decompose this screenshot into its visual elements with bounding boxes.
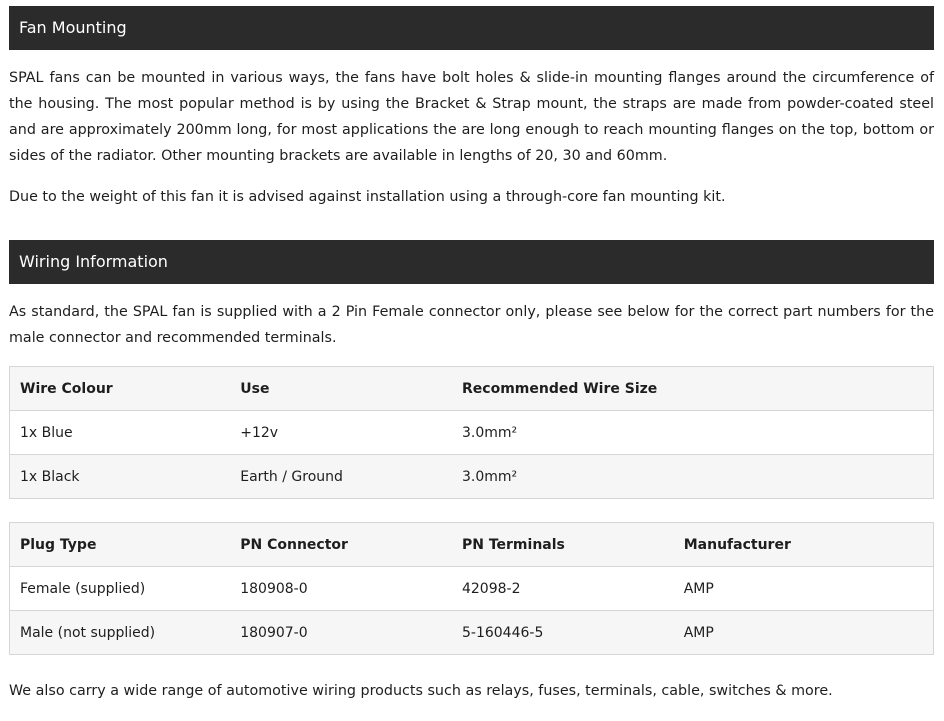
column-header: Plug Type: [10, 523, 231, 567]
table-cell: Male (not supplied): [10, 611, 231, 655]
table-cell: 1x Blue: [10, 411, 231, 455]
fan-mounting-description: SPAL fans can be mounted in various ways, the fans have bolt holes & slide-in mounting flanges around the circumference of the housing. The most popular method is by using the Bracket & Strap mount, the straps are made from powder-coated steel and are approximately 200mm long, for most applications the are long enough to reach mounting flanges on the top, bottom or sides of the radiator. Other mounting brackets are available in lengths of 20, 30 and 60mm.: [9, 70, 934, 164]
table-cell: 42098-2: [452, 567, 674, 611]
column-header: Recommended Wire Size: [452, 367, 934, 411]
table-cell: +12v: [230, 411, 452, 455]
table-row: [10, 455, 934, 499]
table-header-row: [10, 523, 934, 567]
wiring-information-header: Wiring Information: [9, 240, 934, 284]
column-header: Manufacturer: [674, 523, 934, 567]
table-cell: 1x Black: [10, 455, 231, 499]
table-cell: 3.0mm²: [452, 455, 934, 499]
wire-colour-table: [9, 366, 934, 499]
table-cell: Earth / Ground: [230, 455, 452, 499]
column-header: Use: [230, 367, 452, 411]
column-header: PN Terminals: [452, 523, 674, 567]
table-cell: Female (supplied): [10, 567, 231, 611]
fan-mounting-header: Fan Mounting: [9, 6, 934, 50]
table-header-row: [10, 367, 934, 411]
table-cell: 180907-0: [230, 611, 452, 655]
table-cell: AMP: [674, 611, 934, 655]
table-cell: 180908-0: [230, 567, 452, 611]
table-cell: AMP: [674, 567, 934, 611]
plug-type-table: [9, 522, 934, 655]
table-cell: 5-160446-5: [452, 611, 674, 655]
column-header: PN Connector: [230, 523, 452, 567]
table-cell: 3.0mm²: [452, 411, 934, 455]
wiring-intro: As standard, the SPAL fan is supplied with a 2 Pin Female connector only, please see below for the correct part numbers for the male connector and recommended terminals.: [9, 304, 934, 346]
column-header: Wire Colour: [10, 367, 231, 411]
table-row: [10, 611, 934, 655]
table-row: [10, 411, 934, 455]
wiring-products-note: We also carry a wide range of automotive wiring products such as relays, fuses, terminals, cable, switches & more.: [9, 683, 833, 699]
table-row: [10, 567, 934, 611]
fan-mounting-warning: Due to the weight of this fan it is advised against installation using a through-core fan mounting kit.: [9, 189, 726, 205]
